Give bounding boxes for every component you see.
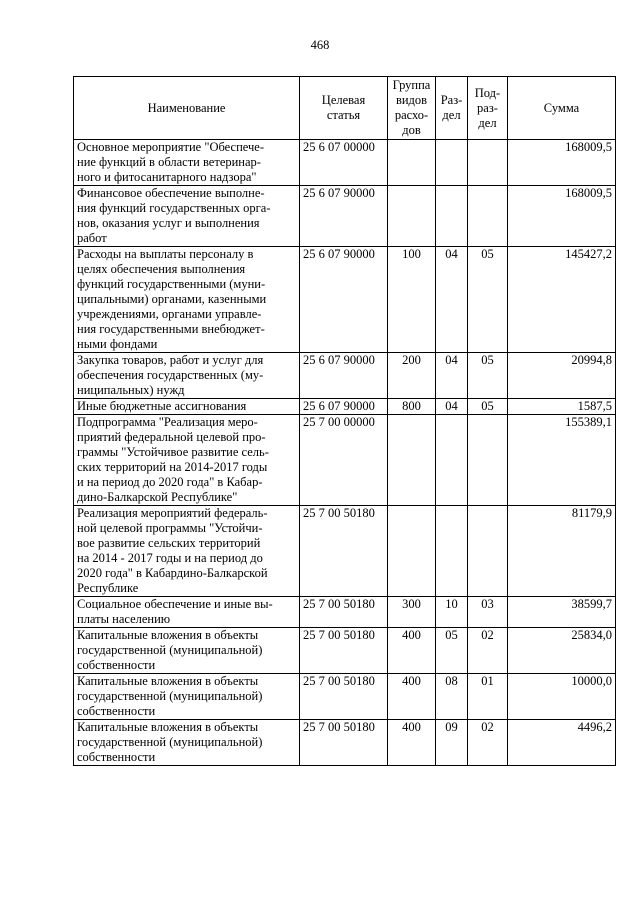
cell-group	[388, 506, 436, 597]
cell-section: 10	[436, 597, 468, 628]
cell-sum: 25834,0	[508, 628, 616, 674]
cell-target: 25 7 00 50180	[300, 506, 388, 597]
cell-target: 25 7 00 00000	[300, 415, 388, 506]
table-row	[74, 720, 616, 766]
cell-sum: 168009,5	[508, 140, 616, 186]
cell-target: 25 6 07 90000	[300, 247, 388, 353]
cell-section	[436, 415, 468, 506]
cell-group: 200	[388, 353, 436, 399]
table-row	[74, 597, 616, 628]
cell-sum: 168009,5	[508, 186, 616, 247]
cell-name: Социальное обеспечение и иные вы- платы населению	[74, 597, 300, 628]
cell-section	[436, 140, 468, 186]
cell-subsection: 05	[468, 353, 508, 399]
cell-section	[436, 186, 468, 247]
header-name: Наименование	[74, 77, 300, 140]
cell-subsection	[468, 140, 508, 186]
cell-target: 25 7 00 50180	[300, 628, 388, 674]
header-section: Раз- дел	[436, 77, 468, 140]
cell-name: Капитальные вложения в объекты государственной (муниципальной) собственности	[74, 674, 300, 720]
cell-subsection: 02	[468, 628, 508, 674]
cell-subsection	[468, 506, 508, 597]
cell-target: 25 6 07 90000	[300, 399, 388, 415]
table-header-row	[74, 77, 616, 140]
cell-group: 100	[388, 247, 436, 353]
cell-sum: 38599,7	[508, 597, 616, 628]
cell-target: 25 7 00 50180	[300, 720, 388, 766]
table-row	[74, 353, 616, 399]
cell-sum: 145427,2	[508, 247, 616, 353]
cell-group: 400	[388, 628, 436, 674]
cell-section: 09	[436, 720, 468, 766]
cell-name: Иные бюджетные ассигнования	[74, 399, 300, 415]
cell-section: 04	[436, 399, 468, 415]
cell-group	[388, 140, 436, 186]
cell-name: Финансовое обеспечение выполне- ния функций государственных орга- нов, оказания услуг и выполнения работ	[74, 186, 300, 247]
table-row	[74, 247, 616, 353]
table-row	[74, 399, 616, 415]
table-row	[74, 628, 616, 674]
page-number: 468	[310, 38, 330, 52]
cell-name: Основное мероприятие "Обеспече- ние функций в области ветеринар- ного и фитосанитарного надзора"	[74, 140, 300, 186]
cell-sum: 10000,0	[508, 674, 616, 720]
cell-sum: 20994,8	[508, 353, 616, 399]
header-sum: Сумма	[508, 77, 616, 140]
cell-section: 05	[436, 628, 468, 674]
cell-group: 400	[388, 674, 436, 720]
cell-name: Капитальные вложения в объекты государственной (муниципальной) собственности	[74, 628, 300, 674]
cell-section	[436, 506, 468, 597]
header-group: Группа видов расхо- дов	[388, 77, 436, 140]
table-row	[74, 186, 616, 247]
cell-subsection	[468, 415, 508, 506]
budget-table	[73, 76, 616, 766]
cell-group	[388, 186, 436, 247]
cell-name: Расходы на выплаты персоналу в целях обеспечения выполнения функций государственными (муни- ципальными) органами, казенными учреждениями, органами управле- ния государственными внебюджет- ными фондами	[74, 247, 300, 353]
cell-subsection: 05	[468, 399, 508, 415]
cell-sum: 81179,9	[508, 506, 616, 597]
cell-subsection: 01	[468, 674, 508, 720]
table-row	[74, 140, 616, 186]
cell-sum: 1587,5	[508, 399, 616, 415]
cell-section: 08	[436, 674, 468, 720]
cell-section: 04	[436, 353, 468, 399]
cell-name: Реализация мероприятий федераль- ной целевой программы "Устойчи- вое развитие сельских территорий на 2014 - 2017 годы и на период до 2020 года" в Кабардино-Балкарской Республике	[74, 506, 300, 597]
cell-section: 04	[436, 247, 468, 353]
cell-subsection	[468, 186, 508, 247]
cell-subsection: 05	[468, 247, 508, 353]
header-subsection: Под- раз- дел	[468, 77, 508, 140]
cell-group: 300	[388, 597, 436, 628]
cell-group: 400	[388, 720, 436, 766]
table-row	[74, 674, 616, 720]
cell-subsection: 02	[468, 720, 508, 766]
table-row	[74, 415, 616, 506]
cell-name: Закупка товаров, работ и услуг для обеспечения государственных (му- ниципальных) нужд	[74, 353, 300, 399]
cell-sum: 155389,1	[508, 415, 616, 506]
cell-target: 25 7 00 50180	[300, 597, 388, 628]
cell-name: Капитальные вложения в объекты государственной (муниципальной) собственности	[74, 720, 300, 766]
cell-group	[388, 415, 436, 506]
cell-name: Подпрограмма "Реализация меро- приятий федеральной целевой про- граммы "Устойчивое развитие сель- ских территорий на 2014-2017 годы и на период до 2020 года" в Кабар- дино-Балкарской Республике"	[74, 415, 300, 506]
cell-group: 800	[388, 399, 436, 415]
cell-target: 25 7 00 50180	[300, 674, 388, 720]
cell-target: 25 6 07 90000	[300, 186, 388, 247]
cell-subsection: 03	[468, 597, 508, 628]
cell-target: 25 6 07 90000	[300, 353, 388, 399]
table-row	[74, 506, 616, 597]
cell-target: 25 6 07 00000	[300, 140, 388, 186]
header-target: Целевая статья	[300, 77, 388, 140]
cell-sum: 4496,2	[508, 720, 616, 766]
